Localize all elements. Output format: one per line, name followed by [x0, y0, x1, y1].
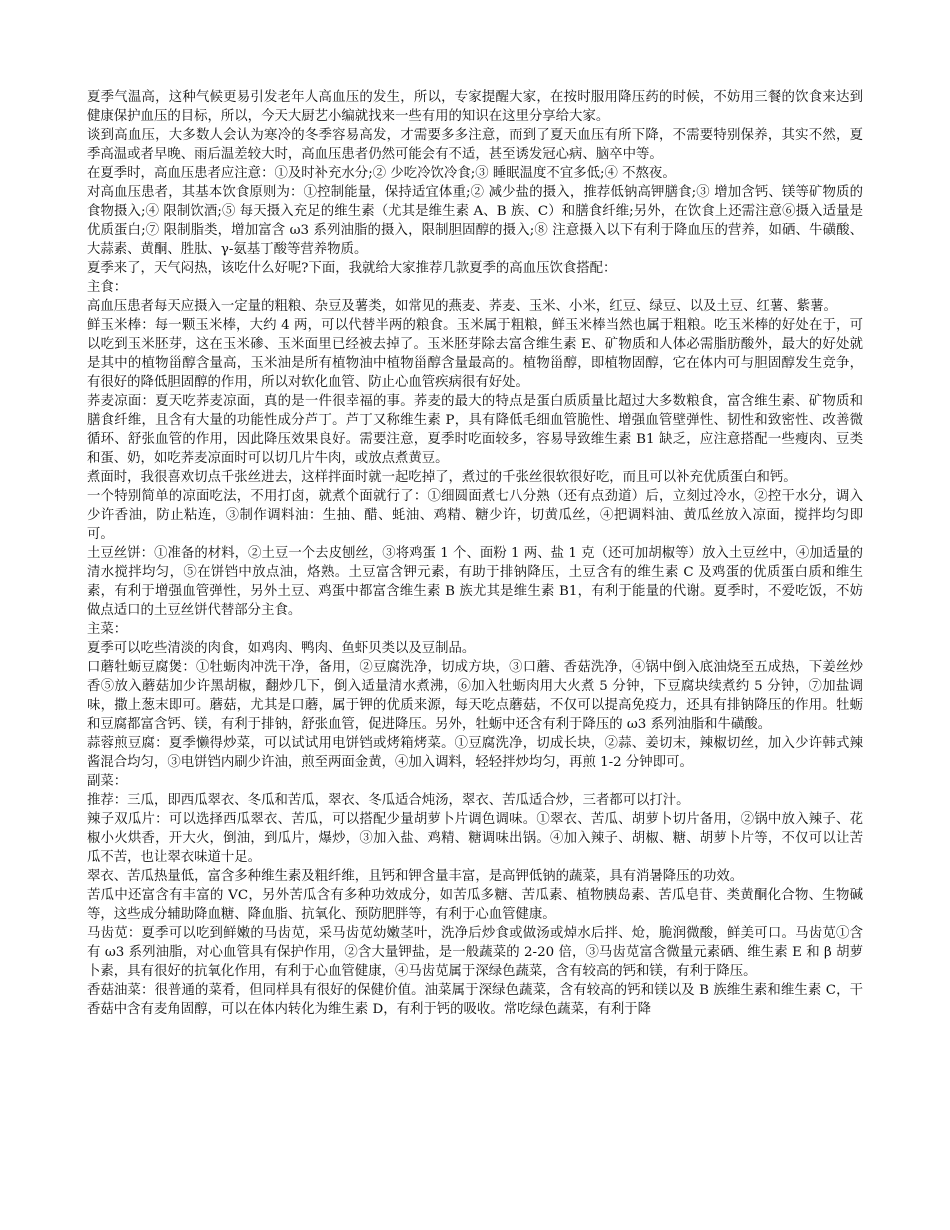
- section-heading-staple: 主食：: [87, 280, 128, 295]
- paragraph-garlic-tofu: 蒜蓉煎豆腐：夏季懒得炒菜，可以试试用电饼铛或烤箱烤菜。①豆腐洗净，切成长块，②蒜、姜切末，辣椒切丝，加入少许韩式辣酱混合均匀，③电饼铛内刷少许油，煎至两面金黄，④加入调料，轻轻拌炒均匀，再煎 1-2 分钟即可。: [87, 736, 863, 770]
- paragraph-bitter-melon: 苦瓜中还富含有丰富的 VC，另外苦瓜含有多种功效成分，如苦瓜多糖、苦瓜素、植物胰岛素、苦瓜皂苷、类黄酮化合物、生物碱等，这些成分辅助降血糖、降血脂、抗氧化、预防肥胖等，有利于心血管健康。: [87, 888, 863, 922]
- paragraph-diet-principles: 对高血压患者，其基本饮食原则为：①控制能量，保持适宜体重;② 减少盐的摄入，推荐低钠高钾膳食;③ 增加含钙、镁等矿物质的食物摄入;④ 限制饮酒;⑤ 每天摄入充足的维生素（尤其是维生素 A、B 族、C）和膳食纤维;另外，在饮食上还需注意⑥摄入适量是优质蛋白;⑦ 限制脂类，增加富含 ω3 系列油脂的摄入，限制胆固醇的摄入;⑧ 注意摄入以下有利于降血压的营养，如硒、牛磺酸、大蒜素、黄酮、胜肽、γ-氨基丁酸等营养物质。: [87, 185, 863, 257]
- paragraph-three-melons: 推荐：三瓜，即西瓜翠衣、冬瓜和苦瓜，翠衣、冬瓜适合炖汤，翠衣、苦瓜适合炒，三者都可以打汁。: [87, 793, 690, 808]
- paragraph-cold-noodle-method: 一个特别简单的凉面吃法，不用打卤，就煮个面就行了：①细圆面煮七八分熟（还有点劲道）后，立刻过冷水，②控干水分，调入少许香油，防止粘连，③制作调料油：生抽、醋、蚝油、鸡精、糖少许，切黄瓜丝，④把调料油、黄瓜丝放入凉面，搅拌均匀即可。: [87, 489, 863, 542]
- paragraph-melon-benefits: 翠衣、苦瓜热量低，富含多种维生素及粗纤维，且钙和钾含量丰富，是高钾低钠的蔬菜，具有消暑降压的功效。: [87, 869, 744, 884]
- paragraph-purslane: 马齿苋：夏季可以吃到鲜嫩的马齿苋，采马齿苋幼嫩茎叶，洗净后炒食或做汤或焯水后拌、炝，脆润微酸，鲜美可口。马齿苋①含有 ω3 系列油脂，对心血管具有保护作用，②含大量钾盐，是一般蔬菜的 2-20 倍，③马齿苋富含微量元素硒、维生素 E 和 β 胡萝卜素，具有很好的抗氧化作用，有利于心血管健康，④马齿苋属于深绿色蔬菜，含有较高的钙和镁，有利于降压。: [87, 926, 863, 979]
- section-heading-side-dish: 副菜：: [87, 774, 128, 789]
- paragraph-buckwheat-noodles: 荞麦凉面：夏天吃荞麦凉面，真的是一件很幸福的事。荞麦的最大的特点是蛋白质质量比超过大多数粮食，富含维生素、矿物质和膳食纤维，且含有大量的功能性成分芦丁。芦丁又称维生素 P，具有降低毛细血管脆性、增强血管壁弹性、韧性和致密性、改善微循环、舒张血管的作用，因此降压效果良好。需要注意，夏季时吃面较多，容易导致维生素 B1 缺乏，应注意搭配一些瘦肉、豆类和蛋、奶，如吃荞麦凉面时可以切几片牛肉，或放点煮黄豆。: [87, 394, 863, 466]
- paragraph-summer-tips: 在夏季时，高血压患者应注意：①及时补充水分;② 少吃冷饮冷食;③ 睡眠温度不宜多低;④ 不熬夜。: [87, 166, 676, 181]
- paragraph-tofu-skin: 煮面时，我很喜欢切点千张丝进去，这样拌面时就一起吃掉了，煮过的千张丝很软很好吃，而且可以补充优质蛋白和钙。: [87, 470, 797, 485]
- article-body: [87, 88, 863, 1019]
- paragraph-potato-pancake: 土豆丝饼：①准备的材料，②土豆一个去皮刨丝，③将鸡蛋 1 个、面粉 1 两、盐 1 克（还可加胡椒等）放入土豆丝中，④加适量的清水搅拌均匀，⑤在饼铛中放点油，烙熟。土豆富含钾元素，有助于排钠降压，土豆含有的维生素 C 及鸡蛋的优质蛋白质和维生素，有利于增强血管弹性，另外土豆、鸡蛋中都富含维生素 B 族尤其是维生素 B1，有利于能量的代谢。夏季时，不爱吃饭，不妨做点适口的土豆丝饼代替部分主食。: [87, 546, 863, 618]
- section-heading-main-dish: 主菜：: [87, 622, 128, 637]
- paragraph-hypertension-summer: 谈到高血压，大多数人会认为寒冷的冬季容易高发，才需要多多注意，而到了夏天血压有所下降，不需要特别保养，其实不然，夏季高温或者早晚、雨后温差较大时，高血压患者仍然可能会有不适，甚至诱发冠心病、脑卒中等。: [87, 128, 863, 162]
- paragraph-staple-intro: 高血压患者每天应摄入一定量的粗粮、杂豆及薯类，如常见的燕麦、荞麦、玉米、小米，红豆、绿豆、以及土豆、红薯、紫薯。: [87, 299, 837, 314]
- paragraph-intro: 夏季气温高，这种气候更易引发老年人高血压的发生，所以，专家提醒大家，在按时服用降压药的时候，不妨用三餐的饮食来达到健康保护血压的目标，所以，今天大厨艺小编就找来一些有用的知识在这里分享给大家。: [87, 90, 863, 124]
- paragraph-spicy-melon-slices: 辣子双瓜片：可以选择西瓜翠衣、苦瓜，可以搭配少量胡萝卜片调色调味。①翠衣、苦瓜、胡萝卜切片备用，②锅中放入辣子、花椒小火烘香，开大火，倒油，到瓜片，爆炒，③加入盐、鸡精、糖调味出锅。④加入辣子、胡椒、糖、胡萝卜片等，不仅可以让苦瓜不苦，也让翠衣味道十足。: [87, 812, 863, 865]
- paragraph-fresh-corn: 鲜玉米棒：每一颗玉米棒，大约 4 两，可以代替半两的粮食。玉米属于粗粮，鲜玉米棒当然也属于粗粮。吃玉米棒的好处在于，可以吃到玉米胚芽，这在玉米碜、玉米面里已经被去掉了。玉米胚芽除去富含维生素 E、矿物质和人体必需脂肪酸外，最大的好处就是其中的植物甾醇含量高，玉米油是所有植物油中植物甾醇含量最高的。植物甾醇，即植物固醇，它在体内可与胆固醇发生竞争，有很好的降低胆固醇的作用，所以对软化血管、防止心血管疾病很有好处。: [87, 318, 863, 390]
- paragraph-recommend-intro: 夏季来了，天气闷热，该吃什么好呢?下面，我就给大家推荐几款夏季的高血压饮食搭配：: [87, 261, 617, 276]
- paragraph-mushroom-greens: 香菇油菜：很普通的菜肴，但同样具有很好的保健价值。油菜属于深绿色蔬菜，含有较高的钙和镁以及 B 族维生素和维生素 C，干香菇中含有麦角固醇，可以在体内转化为维生素 D，有利于钙的吸收。常吃绿色蔬菜，有利于降: [87, 983, 863, 1017]
- paragraph-oyster-tofu: 口蘑牡蛎豆腐煲：①牡蛎肉冲洗干净，备用，②豆腐洗净，切成方块，③口蘑、香菇洗净，④锅中倒入底油烧至五成热，下姜丝炒香⑤放入蘑菇加少许黑胡椒，翻炒几下，倒入适量清水煮沸，⑥加入牡蛎肉用大火煮 5 分钟，下豆腐块续煮约 5 分钟，⑦加盐调味，撒上葱末即可。蘑菇，尤其是口蘑，属于钾的优质来源，每天吃点蘑菇，不仅可以提高免疫力，还具有排钠降压的作用。牡蛎和豆腐都富含钙、镁，有利于排钠，舒张血管，促进降压。另外，牡蛎中还含有利于降压的 ω3 系列油脂和牛磺酸。: [87, 660, 863, 732]
- paragraph-main-dish-intro: 夏季可以吃些清淡的肉食，如鸡肉、鸭肉、鱼虾贝类以及豆制品。: [87, 641, 476, 656]
